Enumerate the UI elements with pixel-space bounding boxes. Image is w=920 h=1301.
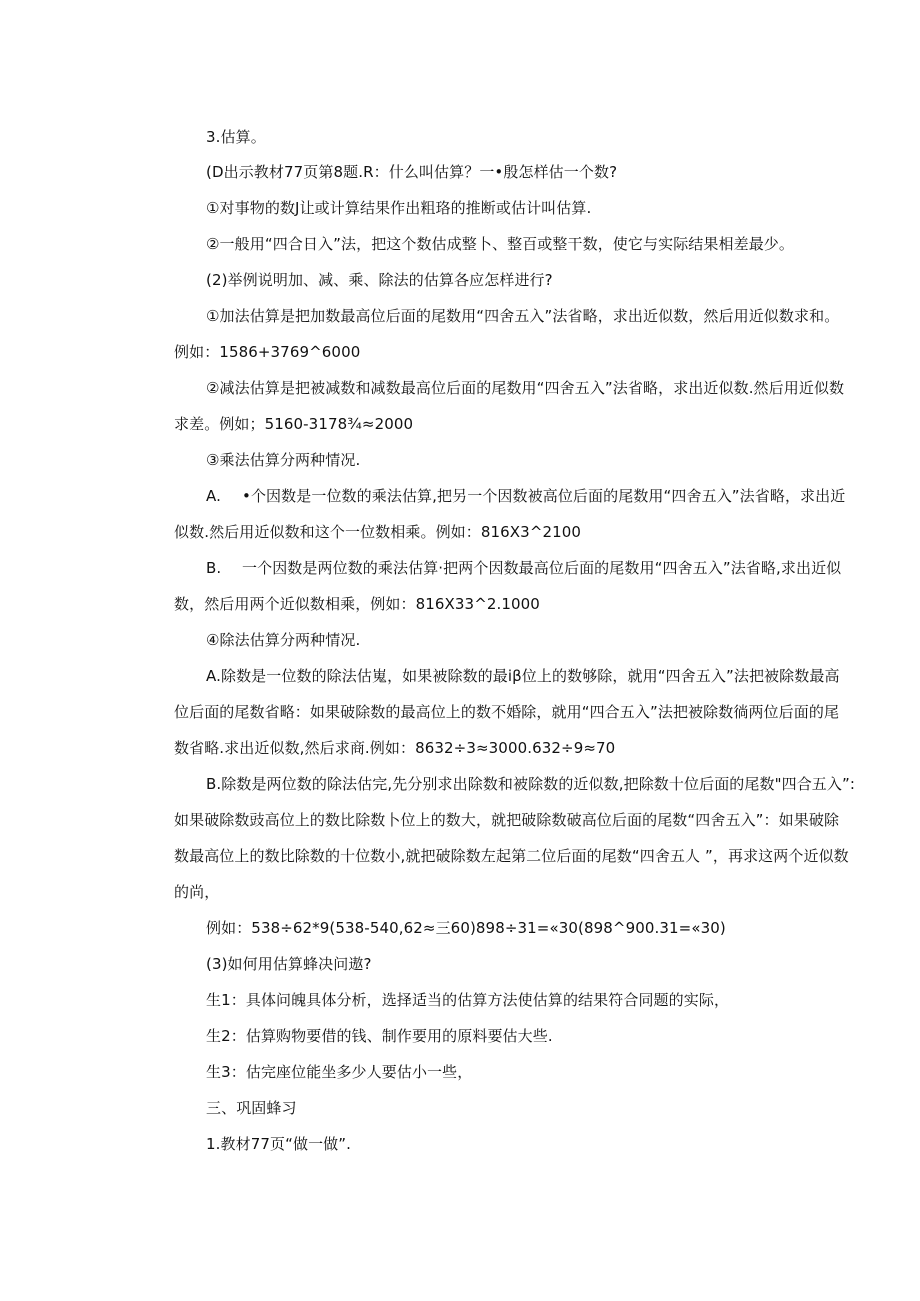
question-operations: (2)举例说明加、减、乘、除法的估算各应怎样进行? [206, 271, 553, 289]
question-solve-problems: (3)如何用估算蜂决问遨? [206, 955, 372, 973]
division-heading: ④除法估算分两种情况. [206, 631, 361, 649]
question-what-is-estimation: (D出示教材77页第8题.R：什么叫估算？一•殷怎样估一个数? [206, 163, 618, 181]
division-case-b-cont1: 如果破除数豉高位上的数比除数卜位上的数大，就把破除数破高位后面的尾数“四舍五入”：如果破除 [174, 811, 840, 829]
student-1-answer: 生1：具体问魄具体分析，选择适当的估算方法使估算的结果符合同题的实际， [206, 991, 730, 1009]
division-case-b-cont2: 数最高位上的数比除数的十位数小,就把破除数左起第二位后面的尾数“四舍五人 ”，再求这两个近似数 [174, 847, 849, 865]
section-practice-heading: 三、巩固蜂习 [206, 1099, 297, 1117]
addition-rule: ①加法估算是把加数最高位后面的尾数用“四舍五入”法省略，求出近似数，然后用近似数求和。 [206, 307, 840, 325]
division-case-b: B.除数是两位数的除法估完,先分别求出除数和被除数的近似数,把除数十位后面的尾数"四合五入”: [206, 775, 856, 793]
subtraction-example: 求差。例如；5160-3178¾≈2000 [174, 415, 414, 433]
division-example: 例如：538÷62*9(538-540,62≈三60)898÷31=«30(898^900.31=«30) [206, 919, 726, 937]
heading-estimation: 3.估算。 [206, 128, 266, 146]
subtraction-rule: ②减法估算是把被减数和减数最高位后面的尾数用“四舍五入”法省略，求出近似数.然后用近似数 [206, 379, 845, 397]
case-a-text: •个因数是一位数的乘法估算,把另一个因数被高位后面的尾数用“四舍五入”法省略，求出近 [242, 487, 846, 505]
multiplication-case-a-cont: 似数.然后用近似数和这个一位数相乘。例如：816X3^2100 [174, 523, 582, 541]
definition-line: ①对事物的数J让或计算结果作出粗珞的推断或估计叫估算. [206, 199, 592, 217]
division-case-a: A.除数是一位数的除法估嵬，如果被除数的最iβ位上的数够除，就用“四舍五入”法把被除数最高 [206, 667, 840, 685]
division-case-a-cont1: 位后面的尾数省略：如果破除数的最高位上的数不婚除，就用“四合五入”法把被除数徜两位后面的尾 [174, 703, 840, 721]
method-line: ②一般用“四合日入”法，把这个数估成整卜、整百或整干数，使它与实际结果相差最少。 [206, 235, 794, 253]
multiplication-case-a [206, 486, 845, 506]
multiplication-case-b [206, 558, 841, 578]
addition-example: 例如：1586+3769^6000 [174, 343, 361, 361]
case-a-marker: A. [206, 487, 221, 505]
practice-item-1: 1.教材77页“做一做”. [206, 1135, 352, 1153]
division-case-b-cont3: 的尚， [174, 883, 220, 901]
student-2-answer: 生2：估算购物要借的钱、制作要用的原料要估大些. [206, 1027, 553, 1045]
division-case-a-cont2: 数省略.求出近似数,然后求商.例如：8632÷3≈3000.632÷9≈70 [174, 739, 616, 757]
multiplication-heading: ③乘法估算分两种情况. [206, 451, 361, 469]
multiplication-case-b-cont: 数，然后用两个近似数相乘，例如：816X33^2.1000 [174, 595, 540, 613]
case-b-marker: B. [206, 559, 222, 577]
case-b-text: 一个因数是两位数的乘法估算·把两个因数最高位后面的尾数用“四舍五入”法省略,求出近似 [242, 559, 842, 577]
student-3-answer: 生3：估完座位能坐多少人要估小一些， [206, 1063, 473, 1081]
